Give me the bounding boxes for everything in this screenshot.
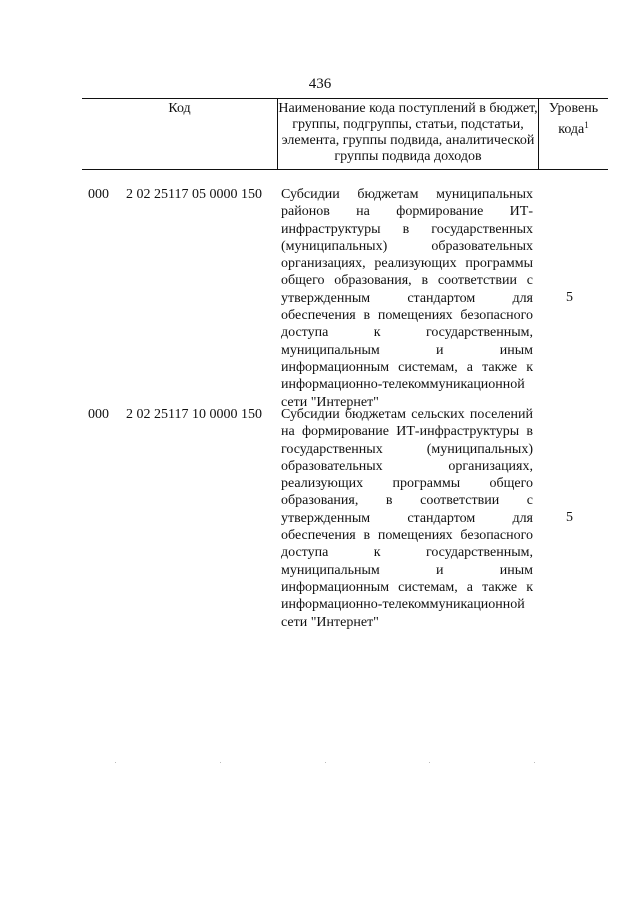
row-level: 5 bbox=[566, 290, 573, 305]
row-prefix: 000 bbox=[88, 187, 109, 202]
header-level-label: Уровень кода bbox=[548, 101, 599, 137]
header-code: Код bbox=[82, 99, 278, 169]
table-header bbox=[82, 98, 608, 170]
row-level: 5 bbox=[566, 510, 573, 525]
header-level-footnote: 1 bbox=[584, 120, 589, 130]
table-row bbox=[82, 406, 608, 630]
row-code: 2 02 25117 05 0000 150 bbox=[126, 187, 262, 202]
row-name: Субсидии бюджетам сельских поселений на формирование ИТ-инфраструктуры в государственных (муниципальных) образовательных организациях, реализующих программы общего образования, в соответствии с утвержденным стандартом для обеспечения в помещениях безопасного доступа к государственным, муниципальным и иным информационным системам, а также к информационно-телекоммуникационной сети "Интернет" bbox=[281, 407, 533, 630]
page-number: 436 bbox=[308, 76, 332, 92]
row-name: Субсидии бюджетам муниципальных районов на формирование ИТ-инфраструктуры в государственных (муниципальных) образовательных организациях, реализующих программы общего образования, в соответствии с утвержденным стандартом для обеспечения в помещениях безопасного доступа к государственным, муниципальным и иным информационным системам, а также к информационно-телекоммуникационной сети "Интернет" bbox=[281, 187, 533, 410]
scan-artifacts bbox=[115, 762, 535, 764]
table-row bbox=[82, 186, 608, 410]
row-prefix: 000 bbox=[88, 407, 109, 422]
header-level bbox=[539, 99, 608, 169]
header-name: Наименование кода поступлений в бюджет, группы, подгруппы, статьи, подстатьи, элемента, группы подвида, аналитической группы подвида доходов bbox=[278, 99, 539, 169]
row-code: 2 02 25117 10 0000 150 bbox=[126, 407, 262, 422]
